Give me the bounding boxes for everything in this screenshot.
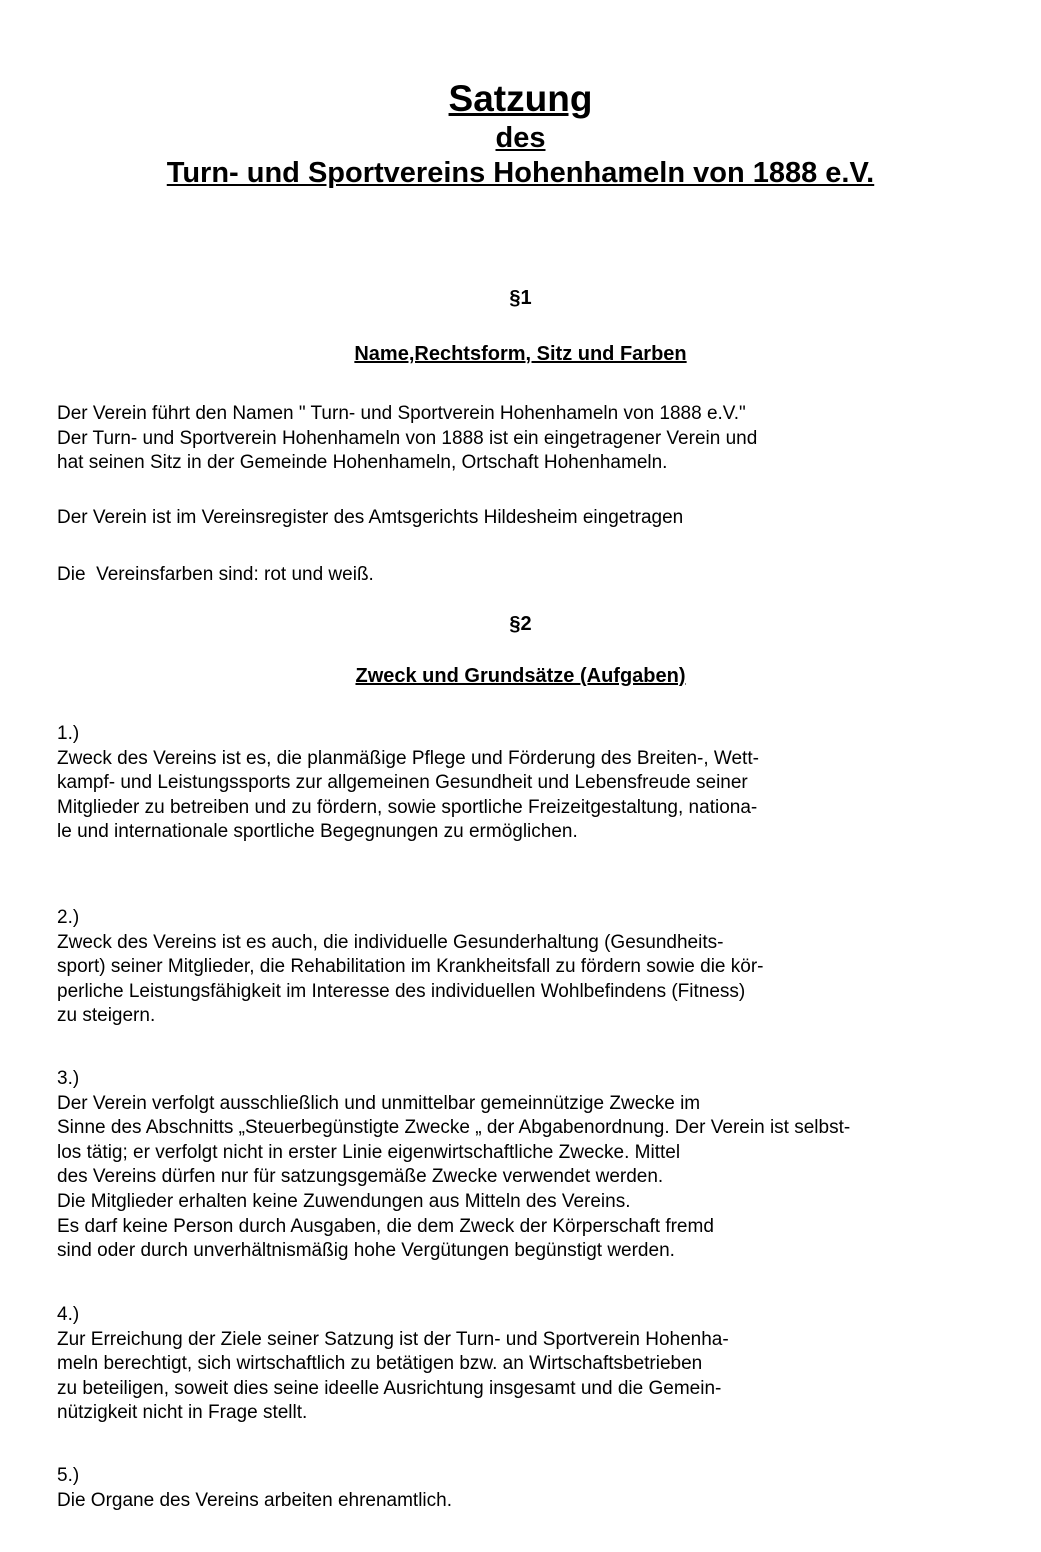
- section-2-number: §2: [509, 613, 532, 635]
- text-line: los tätig; er verfolgt nicht in erster Linie eigenwirtschaftliche Zwecke. Mittel: [57, 1141, 681, 1163]
- text-line: Sinne des Abschnitts „Steuerbegünstigte Zwecke „ der Abgabenordnung. Der Verein ist selbst-: [57, 1117, 851, 1139]
- item-label: 5.): [57, 1465, 80, 1486]
- section-1-number: §1: [509, 287, 532, 309]
- text-line: Mitglieder zu betreiben und zu fördern, sowie sportliche Freizeitgestaltung, nationa-: [57, 796, 758, 818]
- text-line: des Vereins dürfen nur für satzungsgemäße Zwecke verwendet werden.: [57, 1166, 664, 1188]
- section-2-heading: Zweck und Grundsätze (Aufgaben): [355, 665, 686, 687]
- section-2-item-5: [57, 1464, 452, 1513]
- text-line: Der Verein ist im Vereinsregister des Amtsgerichts Hildesheim eingetragen: [57, 507, 684, 528]
- text-line: Der Verein verfolgt ausschließlich und unmittelbar gemeinnützige Zwecke im: [57, 1092, 701, 1114]
- text-line: Der Verein führt den Namen " Turn- und Sportverein Hohenhameln von 1888 e.V.": [57, 403, 746, 424]
- text-line: Zur Erreichung der Ziele seiner Satzung ist der Turn- und Sportverein Hohenha-: [57, 1328, 729, 1350]
- text-line: Die Mitglieder erhalten keine Zuwendungen aus Mitteln des Vereins.: [57, 1190, 631, 1212]
- text-line: sport) seiner Mitglieder, die Rehabilitation im Krankheitsfall zu fördern sowie die kör-: [57, 956, 764, 978]
- text-line: Die Vereinsfarben sind: rot und weiß.: [57, 564, 374, 585]
- item-label: 4.): [57, 1304, 80, 1325]
- document-subtitle-des: des: [495, 122, 546, 154]
- text-line: hat seinen Sitz in der Gemeinde Hohenhameln, Ortschaft Hohenhameln.: [57, 452, 668, 474]
- text-line: le und internationale sportliche Begegnungen zu ermöglichen.: [57, 821, 578, 843]
- text-line: sind oder durch unverhältnismäßig hohe Vergütungen begünstigt werden.: [57, 1240, 675, 1262]
- text-line: Zweck des Vereins ist es, die planmäßige Pflege und Förderung des Breiten-, Wett-: [57, 747, 759, 769]
- text-line: zu beteiligen, soweit dies seine ideelle Ausrichtung insgesamt und die Gemein-: [57, 1377, 722, 1399]
- section-2-item-2: [57, 906, 764, 1029]
- text-line: zu steigern.: [57, 1005, 156, 1027]
- text-line: Zweck des Vereins ist es auch, die individuelle Gesunderhaltung (Gesundheits-: [57, 931, 724, 953]
- text-line: Der Turn- und Sportverein Hohenhameln von 1888 ist ein eingetragener Verein und: [57, 427, 758, 449]
- section-2-item-4: [57, 1303, 729, 1426]
- text-line: Es darf keine Person durch Ausgaben, die dem Zweck der Körperschaft fremd: [57, 1215, 714, 1237]
- document-title-block: [0, 76, 1041, 191]
- text-line: Die Organe des Vereins arbeiten ehrenamtlich.: [57, 1489, 453, 1511]
- text-line: perliche Leistungsfähigkeit im Interesse des individuellen Wohlbefindens (Fitness): [57, 980, 746, 1002]
- text-line: meln berechtigt, sich wirtschaftlich zu betätigen bzw. an Wirtschaftsbetrieben: [57, 1353, 703, 1375]
- document-title: Satzung: [448, 78, 593, 119]
- section-1-heading: Name,Rechtsform, Sitz und Farben: [354, 343, 687, 365]
- item-label: 2.): [57, 907, 80, 928]
- item-label: 3.): [57, 1068, 80, 1089]
- text-line: nützigkeit nicht in Frage stellt.: [57, 1402, 308, 1424]
- section-1-paragraph-3: [57, 563, 374, 588]
- document-subtitle-club: Turn- und Sportvereins Hohenhameln von 1888 e.V.: [166, 157, 875, 189]
- section-2-item-3: [57, 1067, 850, 1264]
- text-line: kampf- und Leistungssports zur allgemeinen Gesundheit und Lebensfreude seiner: [57, 772, 748, 794]
- section-2-item-1: [57, 722, 759, 845]
- item-label: 1.): [57, 723, 80, 744]
- section-1-paragraph-1: [57, 402, 757, 476]
- section-1-paragraph-2: [57, 506, 683, 531]
